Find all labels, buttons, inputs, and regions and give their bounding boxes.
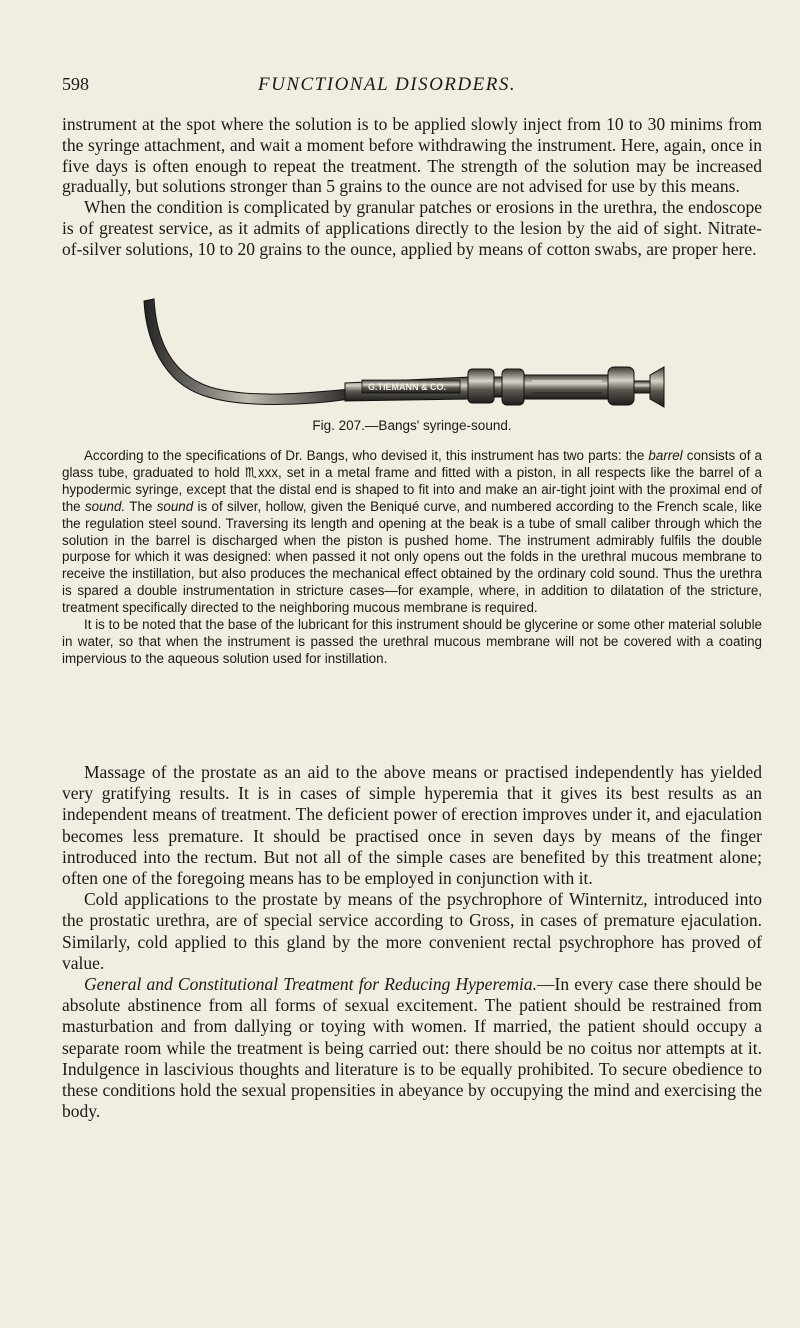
page-header: [62, 74, 762, 104]
main-paragraph-1: Massage of the prostate as an aid to the above means or practised independently has yielded very gratifying results. It is in cases of simple hyperemia that it gives its best results as an independent means of treatment. The deficient power of erection improves under it, and ejaculation becomes less premature. It should be practised once in seven days by means of the finger introduced into the rectum. But not all of the simple cases are benefited by this treatment alone; often one of the foregoing means has to be employed in conjunction with it.: [62, 762, 762, 889]
piston-ring: [650, 367, 664, 407]
lead-paragraph-2: When the condition is complicated by granular patches or erosions in the urethra, the endoscope is of greatest service, as it admits of applications directly to the lesion by the aid of sight. Nitrate-of-silver solutions, 10 to 20 grains to the ounce, applied by means of cotton swabs, are proper here.: [62, 197, 762, 259]
main-paragraph-3: General and Constitutional Treatment for Reducing Hyperemia.—In every case there should be absolute abstinence from all forms of sexual excitement. The patient should be restrained from masturbation and from dallying or toying with women. If married, the patient should occupy a separate room while the treatment is being carried out: there should be no coitus nor attempts at it. Indulgence in lascivious thoughts and literature is to be equally prohibited. To secure obedience to these conditions hold the sexual propensities in abeyance by occupying the mind and exercising the body.: [62, 974, 762, 1122]
syringe-sound-illustration: [140, 295, 680, 413]
figure-caption: Fig. 207.—Bangs' syringe-sound.: [312, 418, 512, 433]
sound-beak-curve: [144, 299, 350, 405]
description-text: [62, 448, 762, 668]
description-paragraph-2: It is to be noted that the base of the lubricant for this instrument should be glycerine or some other material soluble in water, so that when the instrument is passed the urethral mucous membrane will not be covered with a coating impervious to the aqueous solution used for instillation.: [62, 617, 762, 666]
maker-stamp-text: G.TIEMANN & CO.: [368, 382, 446, 392]
lead-text: [62, 114, 762, 260]
syringe-sound-figure: [140, 295, 680, 413]
section-heading: General and Constitutional Treatment for Reducing Hyperemia.: [84, 974, 537, 995]
running-title: FUNCTIONAL DISORDERS.: [258, 74, 517, 95]
main-paragraph-2: Cold applications to the prostate by means of the psychrophore of Winternitz, introduced into the prostatic urethra, are of special service according to Gross, in cases of premature ejaculation. Similarly, cold applied to this gland by the more convenient rectal psychrophore has proved of value.: [62, 889, 762, 973]
lead-paragraph-1: instrument at the spot where the solution is to be applied slowly inject from 10 to 30 minims from the syringe attachment, and wait a moment before withdrawing the instrument. Here, again, once in five days is often enough to repeat the treatment. The strength of the solution may be increased gradually, but solutions stronger than 5 grains to the ounce are not advised for use by this means.: [62, 114, 762, 197]
description-paragraph-1: According to the specifications of Dr. Bangs, who devised it, this instrument has two parts: the barrel consists of a glass tube, graduated to hold ♏xxx, set in a metal frame and fitted with a piston, in all respects like the barrel of a hypodermic syringe, except that the distal end is shaped to fit into and make an air-tight joint with the proximal end of the sound. The sound is of silver, hollow, given the Beniqué curve, and numbered according to the French scale, like the regulation steel sound. Traversing its length and opening at the beak is a tube of small caliber through which the solution in the barrel is discharged when the piston is pushed home. The instrument admirably fulfils the double purpose for which it was designed: when passed it not only opens out the folds in the urethral mucous membrane to receive the instillation, but also produces the mechanical effect obtained by the ordinary cold sound. Thus the urethra is spared a double instrumentation in stricture cases—for example, where, in addition to dilatation of the stricture, treatment specifically directed to the neighboring mucous membrane is required.: [62, 448, 763, 616]
page-number: 598: [62, 74, 89, 94]
main-text: [62, 762, 762, 1122]
